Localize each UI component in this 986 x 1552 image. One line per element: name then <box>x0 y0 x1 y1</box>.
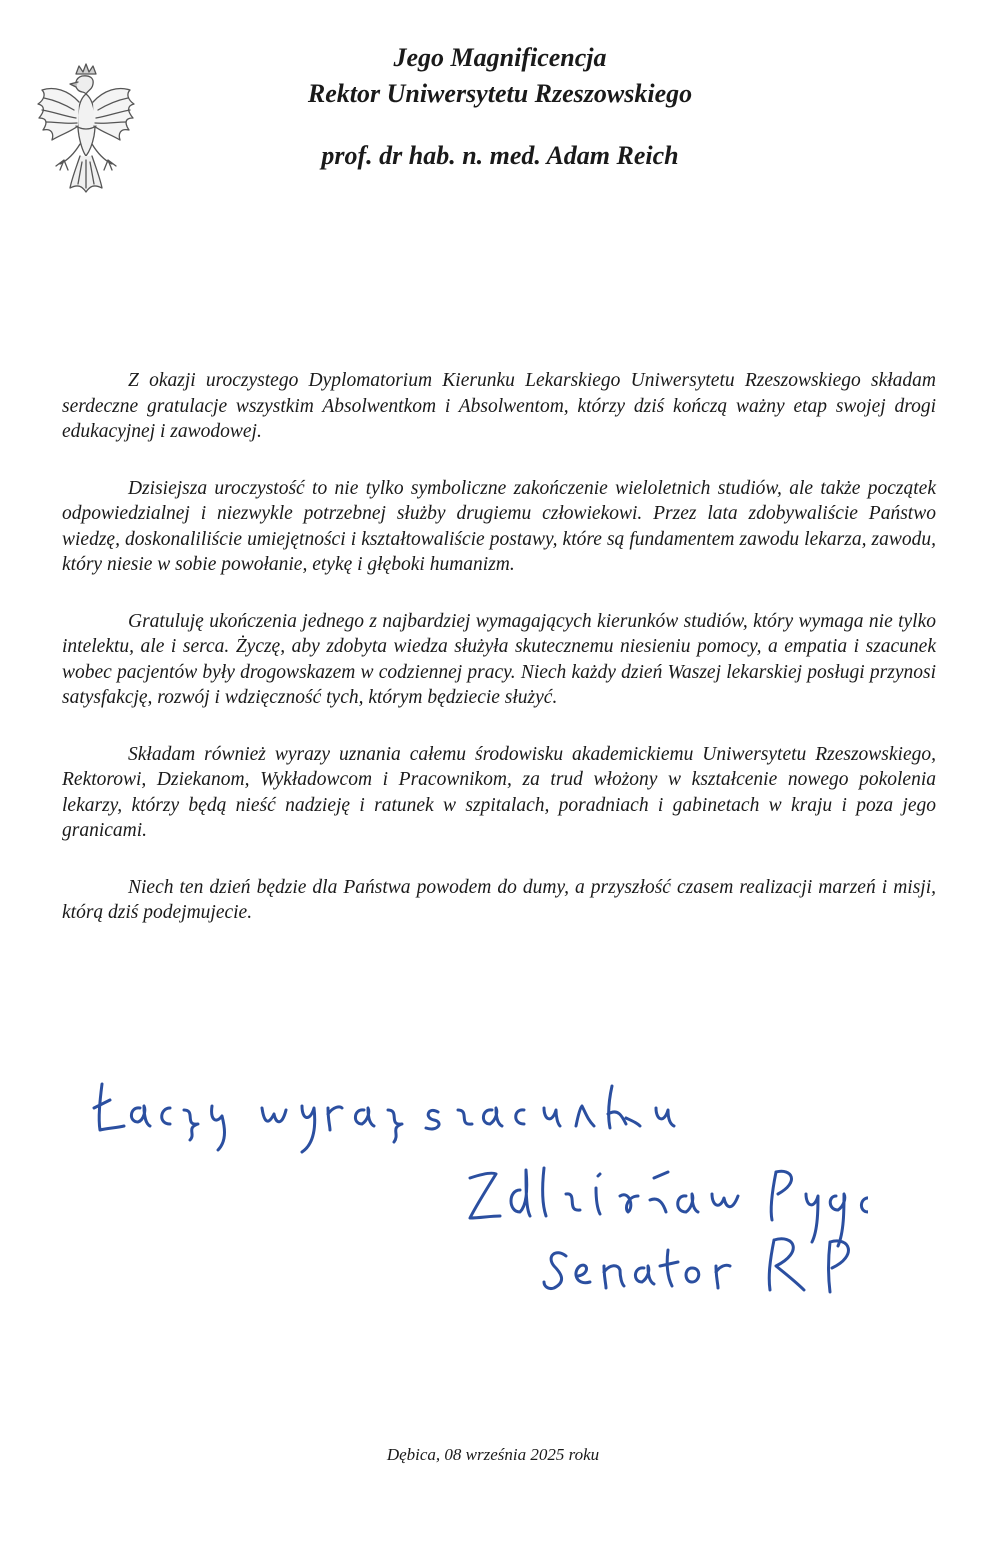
letter-paragraph: Z okazji uroczystego Dyplomatorium Kierunku Lekarskiego Uniwersytetu Rzeszowskiego składam serdeczne gratulacje wszystkim Absolwentkom i Absolwentom, którzy dziś kończą ważny etap swojej drogi edukacyjnej i zawodowej. <box>62 370 936 442</box>
letter-paragraph: Gratuluję ukończenia jednego z najbardziej wymagających kierunków studiów, który wymaga nie tylko intelektu, ale i serca. Życzę, aby zdobyta wiedza służyła skutecznemu niesieniu pomocy, a empatia i szacunek wobec pacjentów były drogowskazem w codziennej pracy. Niech każdy dzień Waszej lekarskiej posługi przynosi satysfakcję, rozwój i wdzięczność tych, którym będziecie służyć. <box>62 610 936 708</box>
letter-paragraph: Niech ten dzień będzie dla Państwa powodem do dumy, a przyszłość czasem realizacji marzeń i misji, którą dziś podejmujecie. <box>62 876 936 923</box>
white-eagle-emblem-icon <box>30 60 142 196</box>
title-line-rector: Rektor Uniwersytetu Rzeszowskiego <box>307 79 693 108</box>
title-line-magnificence: Jego Magnificencja <box>393 43 607 72</box>
place-and-date: Dębica, 08 września 2025 roku <box>386 1445 600 1464</box>
letter-body <box>62 368 936 957</box>
letter-paragraph: Dzisiejsza uroczystość to nie tylko symboliczne zakończenie wieloletnich studiów, ale także początek odpowiedzialnej i niezwykle potrzebnej służby drugiemu człowiekowi. Przez lata zdobywaliście Państwo wiedzę, doskonaliliście umiejętności i kształtowaliście postawy, które są fundamentem zawodu lekarza, zawodu, który niesie w sobie powołanie, etykę i głęboki humanizm. <box>62 477 936 575</box>
addressee-name: prof. dr hab. n. med. Adam Reich <box>321 141 679 170</box>
handwritten-signature <box>88 1060 868 1320</box>
letter-paragraph: Składam również wyrazy uznania całemu środowisku akademickiemu Uniwersytetu Rzeszowskiego, Rektorowi, Dziekanom, Wykładowcom i Pracownikom, za trud włożony w kształcenie nowego pokolenia lekarzy, którzy będą nieść nadzieję i ratunek w szpitalach, poradniach i gabinetach w kraju i poza jego granicami. <box>62 743 936 841</box>
